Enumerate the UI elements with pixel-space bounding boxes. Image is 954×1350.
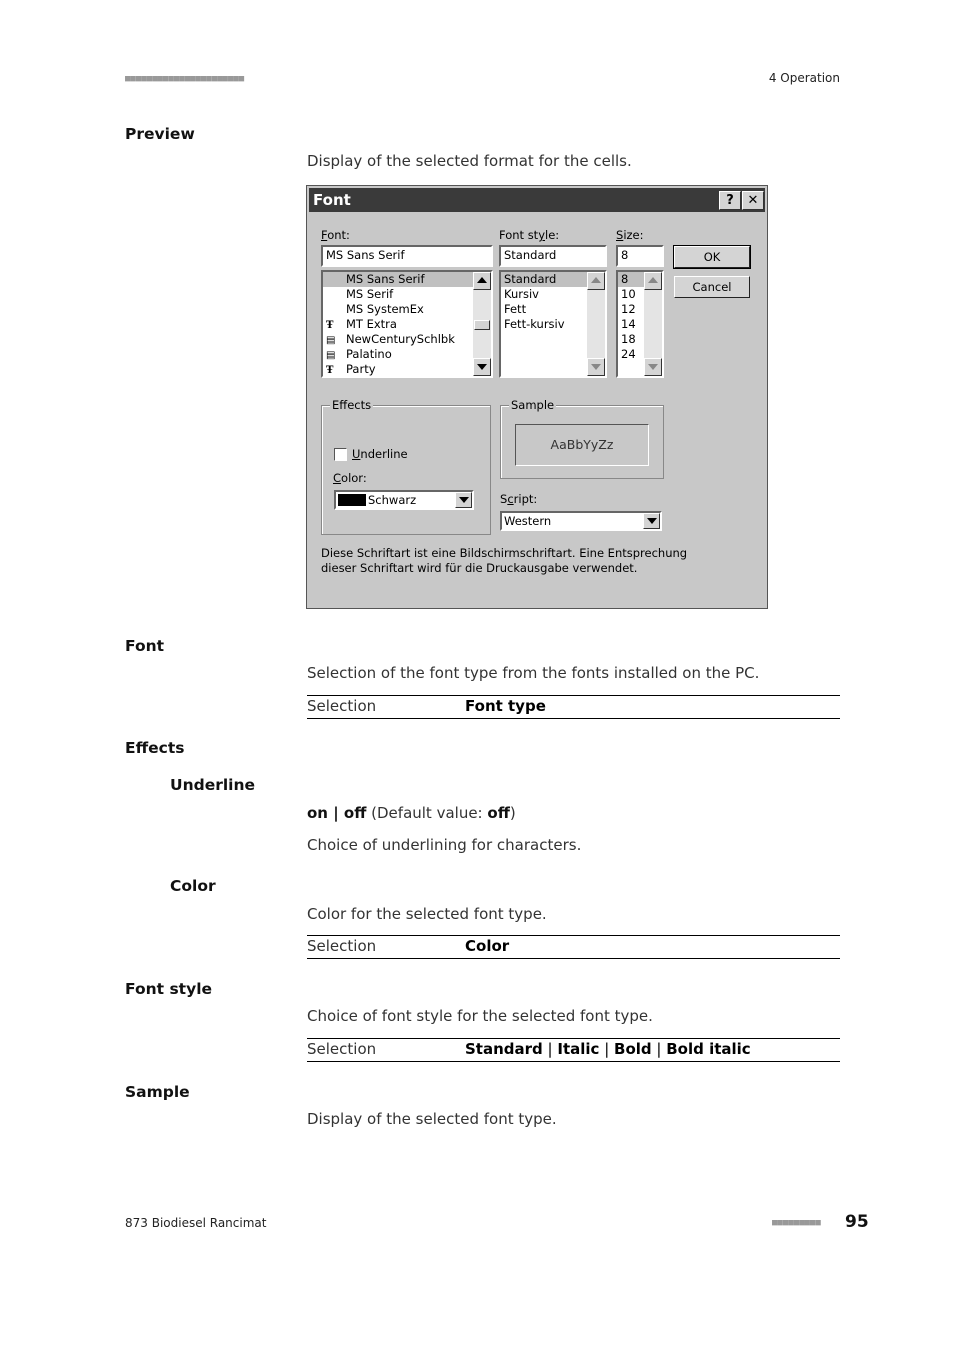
size-list-item[interactable]: 18 (621, 332, 636, 346)
preview-description: Display of the selected format for the cells. (307, 152, 632, 170)
page-number: 95 (845, 1212, 869, 1232)
script-value: Western (504, 514, 552, 528)
font-style-heading: Font style (125, 980, 213, 998)
dropdown-button[interactable] (643, 513, 660, 529)
header-decoration: ■■■■■■■■■■■■■■■■■■■■■■ (125, 74, 245, 84)
help-button[interactable]: ? (719, 191, 741, 210)
scroll-up-button[interactable] (644, 272, 662, 290)
font-input[interactable]: MS Sans Serif (321, 245, 493, 267)
arrow-up-icon (477, 277, 487, 283)
font-style-selection-table (307, 1038, 840, 1062)
dropdown-button[interactable] (455, 492, 472, 508)
arrow-down-icon (591, 364, 601, 370)
font-item-label: MS Sans Serif (346, 272, 425, 286)
underline-values (307, 804, 516, 822)
footer-product: 873 Biodiesel Rancimat (125, 1216, 267, 1230)
value-off: off (343, 804, 367, 822)
sample-heading: Sample (125, 1083, 190, 1101)
font-style-list-item[interactable]: Standard (501, 272, 605, 287)
font-selection-table (307, 695, 840, 719)
size-list-item[interactable]: 14 (621, 317, 636, 331)
arrow-up-icon (648, 277, 658, 283)
font-style-label: Font style: (499, 228, 560, 242)
default-prefix: (Default value: (366, 804, 488, 822)
font-style-option: Bold italic (666, 1040, 751, 1058)
font-item-label: Party (346, 362, 376, 376)
size-list-item[interactable]: 10 (621, 287, 636, 301)
selection-value: Color (465, 937, 510, 955)
effects-heading: Effects (125, 739, 185, 757)
font-style-list-item[interactable]: Fett-kursiv (504, 317, 565, 331)
font-style-option: Standard (465, 1040, 543, 1058)
font-list-scrollbar[interactable] (473, 272, 491, 376)
size-input[interactable]: 8 (616, 245, 664, 267)
underline-label: Underline (352, 447, 408, 461)
font-info-line-2: dieser Schriftart wird für die Druckausgabe verwendet. (321, 561, 638, 575)
size-list-scrollbar[interactable] (644, 272, 662, 376)
selection-value: Font type (465, 697, 546, 715)
scroll-down-button[interactable] (587, 358, 605, 376)
font-item-label: Palatino (346, 347, 392, 361)
font-style-list[interactable] (499, 270, 607, 378)
selection-label: Selection (307, 697, 377, 715)
script-dropdown[interactable] (500, 511, 662, 531)
arrow-down-icon (648, 364, 658, 370)
chevron-down-icon (459, 497, 469, 503)
dialog-title: Font (313, 191, 351, 209)
value-separator: | (327, 804, 344, 822)
font-style-option: Bold (614, 1040, 652, 1058)
selection-label: Selection (307, 1040, 377, 1058)
font-heading: Font (125, 637, 165, 655)
option-separator: | (599, 1040, 615, 1058)
selection-label: Selection (307, 937, 377, 955)
font-list-item[interactable] (323, 317, 491, 332)
font-label: Font: (321, 228, 350, 242)
font-description: Selection of the font type from the fonts installed on the PC. (307, 664, 760, 682)
color-description: Color for the selected font type. (307, 905, 547, 923)
cancel-button[interactable]: Cancel (674, 276, 750, 298)
script-label: Script: (500, 492, 538, 506)
font-style-input[interactable]: Standard (499, 245, 607, 267)
font-list-item[interactable] (323, 287, 491, 302)
sample-group-label: Sample (511, 398, 555, 412)
font-list-item[interactable] (323, 332, 491, 347)
font-item-label: MT Extra (346, 317, 397, 331)
close-icon: ✕ (747, 193, 759, 208)
font-list-item[interactable] (323, 302, 491, 317)
size-list[interactable] (616, 270, 664, 378)
size-list-item[interactable]: 24 (621, 347, 636, 361)
scroll-up-button[interactable] (473, 272, 491, 290)
footer-decoration: ■■■■■■■■■ (772, 1218, 821, 1228)
truetype-icon: Ŧ (326, 365, 334, 376)
style-list-scrollbar[interactable] (587, 272, 605, 376)
font-list-item[interactable] (323, 362, 491, 377)
scroll-up-button[interactable] (587, 272, 605, 290)
font-list-item[interactable] (323, 347, 491, 362)
printer-font-icon: ▤ (326, 350, 336, 361)
font-item-label: MS SystemEx (346, 302, 424, 316)
printer-font-icon: ▤ (326, 335, 336, 346)
color-swatch (338, 494, 366, 506)
size-list-item[interactable]: 8 (618, 272, 662, 287)
color-heading: Color (170, 877, 216, 895)
color-label: Color: (333, 471, 367, 485)
sample-group (500, 398, 664, 479)
arrow-down-icon (477, 364, 487, 370)
selection-options (465, 1040, 751, 1058)
preview-heading: Preview (125, 125, 195, 143)
color-selection-table (307, 935, 840, 959)
font-style-option: Italic (557, 1040, 600, 1058)
font-dialog (306, 185, 768, 609)
value-on: on (307, 804, 328, 822)
default-suffix: ) (509, 804, 516, 822)
scroll-down-button[interactable] (473, 358, 491, 376)
sample-preview: AaBbYyZz (515, 424, 649, 466)
font-info-line-1: Diese Schriftart ist eine Bildschirmschriftart. Eine Entsprechung (321, 546, 688, 560)
font-item-label: NewCenturySchlbk (346, 332, 455, 346)
ok-button[interactable]: OK (674, 246, 750, 268)
underline-checkbox[interactable] (334, 448, 347, 461)
header-section-title: 4 Operation (768, 71, 840, 85)
effects-group (321, 398, 491, 535)
sample-description: Display of the selected font type. (307, 1110, 557, 1128)
underline-heading: Underline (170, 776, 256, 794)
arrow-up-icon (591, 277, 601, 283)
font-style-list-item[interactable]: Fett (504, 302, 527, 316)
color-value: Schwarz (368, 493, 417, 507)
dialog-titlebar (309, 188, 765, 212)
truetype-icon: Ŧ (326, 320, 334, 331)
option-separator: | (542, 1040, 558, 1058)
font-list-item[interactable] (323, 272, 491, 287)
option-separator: | (651, 1040, 667, 1058)
font-style-list-item[interactable]: Kursiv (504, 287, 539, 301)
scroll-down-button[interactable] (644, 358, 662, 376)
chevron-down-icon (647, 518, 657, 524)
font-item-label: MS Serif (346, 287, 394, 301)
underline-description: Choice of underlining for characters. (307, 836, 582, 854)
default-value: off (487, 804, 510, 822)
color-dropdown[interactable] (334, 490, 474, 510)
size-list-item[interactable]: 12 (621, 302, 636, 316)
font-style-description: Choice of font style for the selected font type. (307, 1007, 653, 1025)
font-list[interactable] (321, 270, 493, 378)
size-label: Size: (616, 228, 644, 242)
scroll-thumb[interactable] (474, 320, 490, 330)
effects-group-label: Effects (332, 398, 372, 412)
close-button[interactable] (742, 191, 764, 210)
